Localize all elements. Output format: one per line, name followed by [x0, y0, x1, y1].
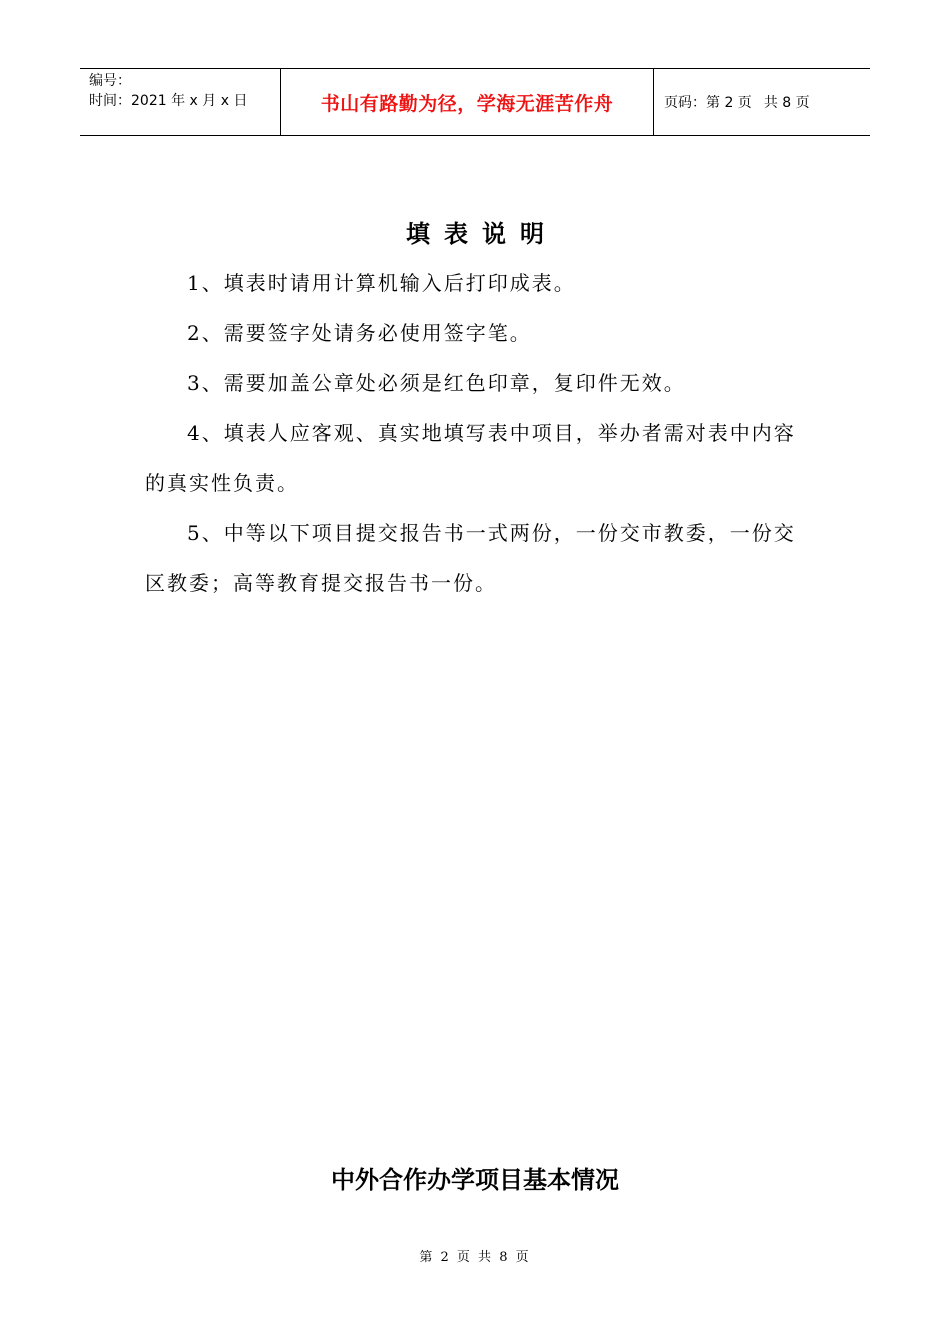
page-footer: 第 2 页 共 8 页 [419, 1250, 531, 1265]
instruction-item-3: 3、需要加盖公章处必须是红色印章，复印件无效。 [187, 371, 686, 395]
instruction-item-5: 5、中等以下项目提交报告书一式两份，一份交市教委，一份交区教委；高等教育提交报告书一份。 [145, 521, 796, 595]
time-label: 时间：2021 年 x 月 x 日 [89, 93, 248, 109]
header-motto-cell [281, 69, 654, 135]
instruction-item-4: 4、填表人应客观、真实地填写表中项目，举办者需对表中内容的真实性负责。 [145, 421, 796, 495]
header-meta-cell [80, 69, 281, 135]
section-title: 中外合作办学项目基本情况 [331, 1165, 619, 1194]
motto-text: 书山有路勤为径，学海无涯苦作舟 [320, 92, 614, 115]
page-label: 页码：第 2 页 [664, 95, 752, 111]
page-header [80, 68, 870, 136]
number-label: 编号： [89, 73, 131, 89]
total-pages-label: 共 8 页 [763, 95, 810, 111]
header-page-cell [654, 69, 870, 135]
instructions-title: 填表说明 [406, 219, 558, 248]
instruction-item-1: 1、填表时请用计算机输入后打印成表。 [187, 271, 576, 295]
instruction-item-2: 2、需要签字处请务必使用签字笔。 [187, 321, 532, 345]
